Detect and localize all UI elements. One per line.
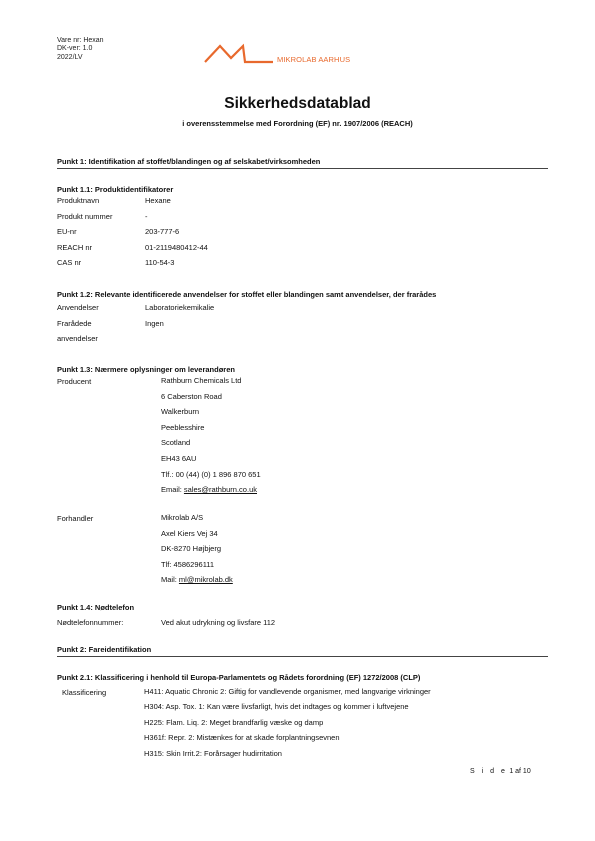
row-label: anvendelser	[57, 334, 98, 344]
emergency-phone-label: Nødtelefonnummer:	[57, 618, 124, 627]
section-2-heading: Punkt 2: Fareidentifikation	[57, 645, 548, 657]
email-label: Email:	[161, 485, 184, 495]
item-number: Vare nr: Hexan	[57, 37, 104, 44]
page-subtitle: i overensstemmelse med Forordning (EF) nr. 1907/2006 (REACH)	[182, 119, 413, 128]
hazard-statement: H315: Skin Irrit.2: Forårsager hudirritation	[144, 748, 282, 758]
address-line: Scotland	[161, 438, 191, 448]
email-line	[161, 482, 261, 498]
address-line: EH43 6AU	[161, 453, 197, 463]
row-label: REACH nr	[57, 242, 93, 252]
address-line: Peeblesshire	[161, 422, 205, 432]
hazard-statement: H361f: Repr. 2: Mistænkes for at skade forplantningsevnen	[144, 733, 340, 743]
hazard-statement: H225: Flam. Liq. 2: Meget brandfarlig væske og damp	[144, 717, 324, 727]
row-value: 01-2119480412-44	[145, 242, 208, 252]
section-1-heading: Punkt 1: Identifikation af stoffet/blandingen og af selskabet/virksomheden	[57, 157, 548, 169]
row-value: -	[145, 211, 148, 221]
uses-values	[145, 300, 214, 331]
row-value: Laboratoriekemikalie	[145, 303, 215, 312]
row-value: Ingen	[145, 318, 164, 328]
phone-line: Tlf.: 00 (44) (0) 1 896 870 651	[161, 469, 261, 479]
emergency-phone-value: Ved akut udrykning og livsfare 112	[161, 618, 276, 627]
classification-list	[144, 684, 431, 761]
address-line: Walkerburn	[161, 407, 200, 417]
mikrolab-logo-icon	[203, 42, 275, 64]
version: DK-ver: 1.0	[57, 45, 93, 53]
phone-line: Tlf: 4586296111	[161, 559, 215, 569]
address-line: DK-8270 Højbjerg	[161, 544, 222, 554]
dealer-email-link[interactable]: ml@mikrolab.dk	[178, 575, 233, 585]
section-2-1-heading: Punkt 2.1: Klassificering i henhold til Europa-Parlamentets og Rådets forordning (EF) 1272/2008 (CLP)	[57, 673, 421, 682]
section-1-2-heading: Punkt 1.2: Relevante identificerede anvendelser for stoffet eller blandingen samt anvendelser, der frarådes	[57, 290, 437, 299]
section-1-1-heading: Punkt 1.1: Produktidentifikatorer	[57, 185, 174, 194]
row-value: 110-54-3	[145, 258, 175, 268]
row-label: Produktnavn	[57, 196, 100, 205]
section-1-4-heading: Punkt 1.4: Nødtelefon	[57, 603, 135, 612]
product-id-labels	[57, 193, 112, 271]
row-label: Frarådede	[57, 318, 92, 328]
address-line: 6 Caberston Road	[161, 391, 222, 401]
hazard-statement: H304: Asp. Tox. 1: Kan være livsfarligt, hvis det indtages og kommer i luftvejene	[144, 702, 409, 712]
row-label: Produkt nummer	[57, 211, 113, 221]
address-line: Mikrolab A/S	[161, 513, 204, 522]
page-word: S i d e	[470, 768, 508, 775]
year-code: 2022/LV	[57, 53, 83, 61]
document-meta	[57, 37, 104, 62]
row-label: EU-nr	[57, 227, 77, 237]
address-line: Rathburn Chemicals Ltd	[161, 376, 242, 385]
row-label: CAS nr	[57, 258, 82, 268]
row-value: Hexane	[145, 196, 171, 205]
product-id-values	[145, 193, 208, 271]
classification-label: Klassificering	[62, 688, 107, 697]
page-count: 1 af 10	[509, 768, 531, 775]
email-line	[161, 572, 233, 588]
row-value: 203-777-6	[145, 227, 180, 237]
hazard-statement: H411: Aquatic Chronic 2: Giftig for vandlevende organismer, med langvarige virkninger	[144, 687, 431, 696]
email-label: Mail:	[161, 575, 179, 585]
address-line: Axel Kiers Vej 34	[161, 528, 218, 538]
producer-address	[161, 373, 261, 498]
dealer-label: Forhandler	[57, 514, 94, 523]
page-number	[470, 768, 531, 775]
producer-email-link[interactable]: sales@rathburn.co.uk	[183, 485, 257, 495]
section-1-3-heading: Punkt 1.3: Nærmere oplysninger om leverandøren	[57, 365, 235, 374]
dealer-address	[161, 510, 233, 588]
brand-name: MIKROLAB AARHUS	[277, 55, 351, 64]
uses-labels	[57, 300, 99, 347]
page-title: Sikkerhedsdatablad	[224, 95, 371, 112]
producer-label: Producent	[57, 377, 92, 386]
row-label: Anvendelser	[57, 303, 99, 312]
